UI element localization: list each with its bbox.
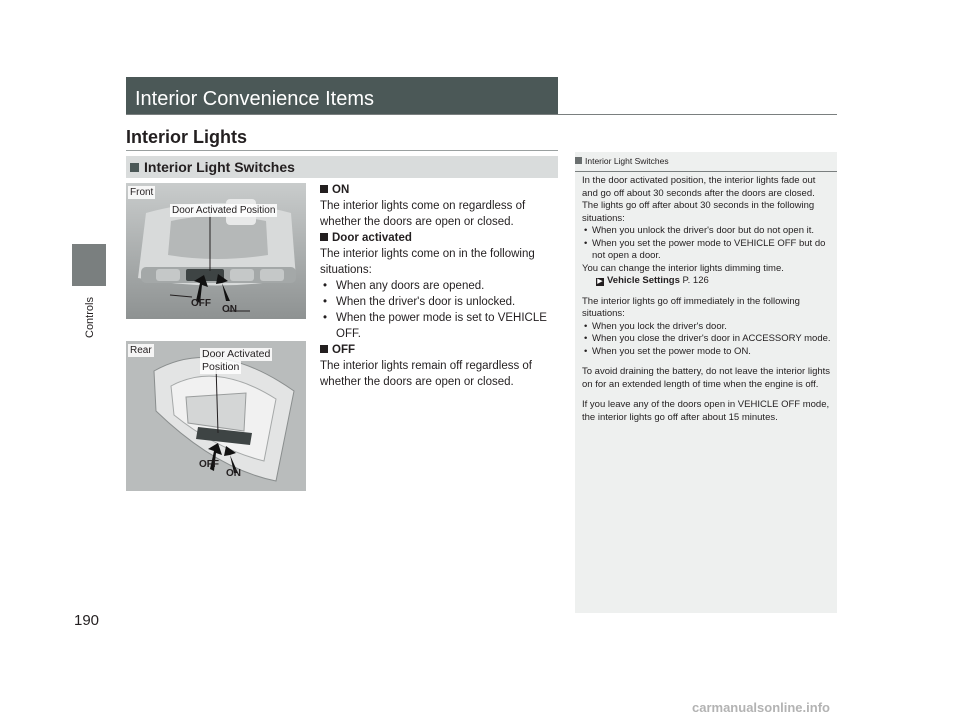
list-item: • When you set the power mode to ON. [592,346,832,359]
reference-page: P. 126 [682,275,709,286]
rear-position-label-2: Position [202,361,240,373]
door-list [320,278,552,342]
side-note [575,152,837,613]
note-list [582,225,832,263]
subsection-heading-text: Interior Light Switches [144,159,295,175]
watermark: carmanualsonline.info [692,700,830,715]
list-item: • When you set the power mode to VEHICLE OFF but do not open a door. [592,238,832,263]
front-position-label: Door Activated Position [172,205,276,216]
on-heading-text: ON [332,184,350,196]
rear-off-label: OFF [199,459,219,470]
off-heading-text: OFF [332,344,355,356]
main-body [320,182,552,390]
section-title: Interior Lights [126,127,247,147]
note-paragraph: You can change the interior lights dimming time. [582,262,784,274]
list-item: • When you close the driver's door in ACCESSORY mode. [592,333,832,346]
square-bullet-icon [320,233,328,241]
front-label: Front [130,187,154,198]
on-text: The interior lights come on regardless of whether the doors are open or closed. [320,200,526,228]
subsection-heading [126,156,558,178]
square-bullet-icon [320,185,328,193]
list-item: • When you unlock the driver's door but do not open it. [592,225,832,238]
chapter-tab [72,244,106,286]
list-item: • When the power mode is set to VEHICLE OFF. [332,310,552,342]
front-on-label: ON [222,304,237,315]
note-paragraph: The interior lights go off immediately in the following situations: [582,295,800,319]
note-paragraph: The lights go off after about 30 seconds in the following situations: [582,200,815,224]
reference-arrow-icon: ▶ [597,278,603,285]
door-heading [320,230,552,246]
list-item: • When you lock the driver's door. [592,321,832,334]
chapter-label: Controls [84,297,96,339]
square-bullet-icon [130,163,139,172]
front-light-image [126,183,306,319]
off-text: The interior lights remain off regardless of whether the doors are open or closed. [320,360,532,388]
section-divider [126,150,558,151]
door-text: The interior lights come on in the following situations: [320,248,535,276]
note-body [582,175,832,424]
door-heading-text: Door activated [332,232,412,244]
list-item: • When any doors are opened. [332,278,552,294]
note-header [575,156,669,166]
rear-label: Rear [130,345,152,356]
note-paragraph: To avoid draining the battery, do not leave the interior lights on for an extended length of time when the engine is off. [582,366,831,390]
note-list [582,321,832,359]
square-bullet-icon [320,345,328,353]
front-off-label: OFF [191,298,211,309]
title-divider [126,114,837,115]
cross-reference[interactable] [582,275,832,288]
note-icon [575,157,582,164]
page-number: 190 [74,612,100,629]
page-title: Interior Convenience Items [126,77,558,115]
note-header-text: Interior Light Switches [585,156,669,166]
rear-light-image [126,341,306,491]
rear-on-label: ON [226,468,241,479]
on-heading [320,182,552,198]
note-divider [575,171,837,172]
reference-label: Vehicle Settings [607,275,680,286]
note-paragraph: If you leave any of the doors open in VEHICLE OFF mode, the interior lights go off after about 15 minutes. [582,399,830,423]
list-item: • When the driver's door is unlocked. [332,294,552,310]
note-paragraph: In the door activated position, the interior lights fade out and go off about 30 seconds after the doors are closed. [582,175,816,199]
off-heading [320,342,552,358]
rear-position-label-1: Door Activated [202,348,271,360]
